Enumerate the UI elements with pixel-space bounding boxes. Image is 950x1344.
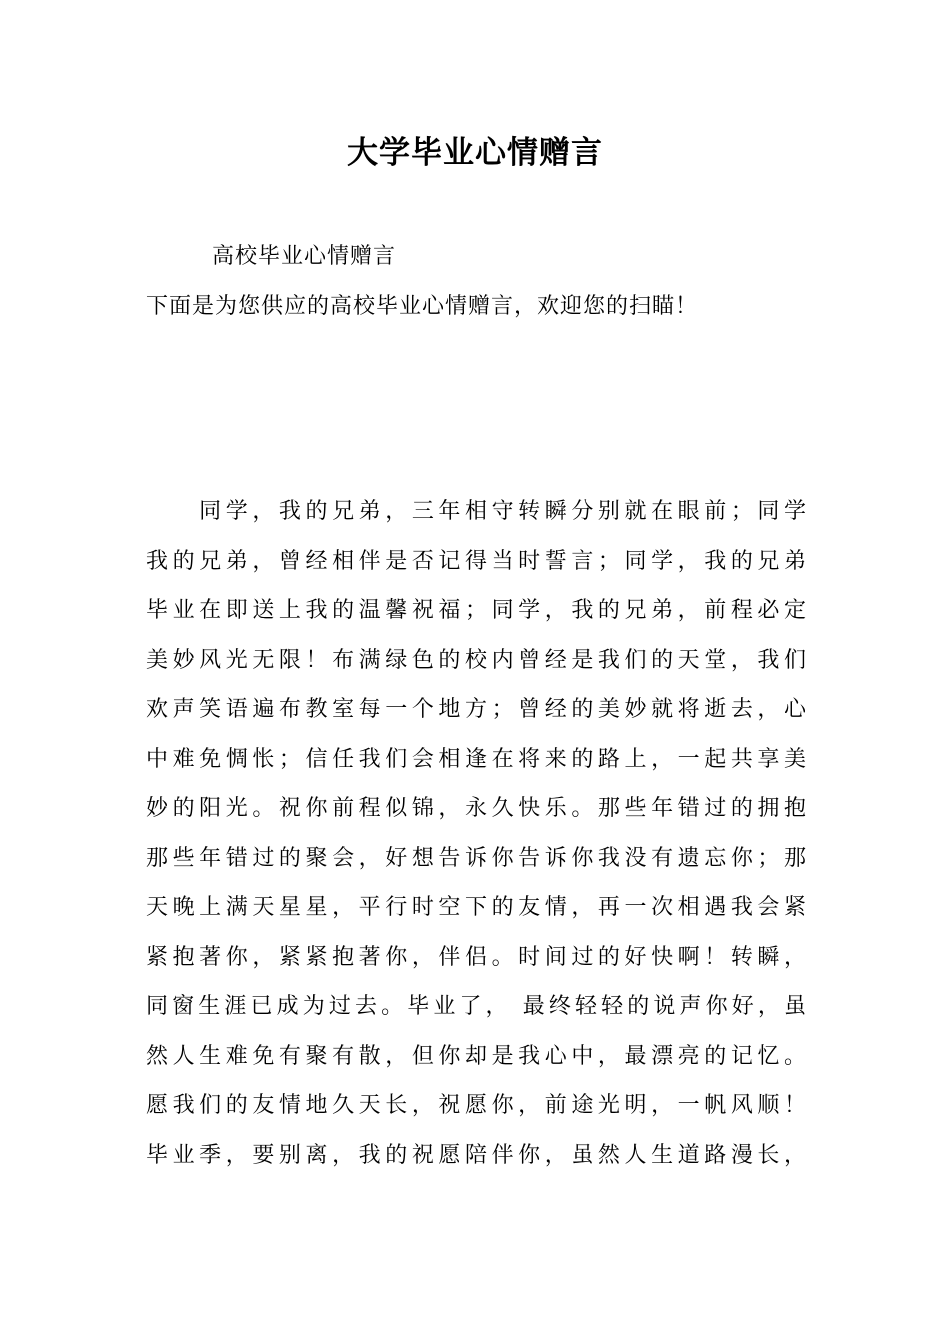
body-line: 中难免惆怅；信任我们会相逢在将来的路上，一起共享美 [146,746,806,772]
body-line: 美妙风光无限！布满绿色的校内曾经是我们的天堂，我们 [146,647,806,673]
body-line: 毕业在即送上我的温馨祝福；同学，我的兄弟，前程必定 [146,598,806,623]
document-title: 大学毕业心情赠言 [347,135,603,171]
body-paragraph [146,487,806,1180]
document-subtitle: 高校毕业心情赠言 [212,244,397,269]
body-line: 愿我们的友情地久天长，祝愿你，前途光明，一帆风顺！ [146,1093,806,1118]
body-line: 紧抱著你，紧紧抱著你，伴侣。时间过的好快啊！转瞬， [146,944,806,970]
body-line: 我的兄弟，曾经相伴是否记得当时誓言；同学，我的兄弟 [146,548,806,574]
body-line: 妙的阳光。祝你前程似锦，永久快乐。那些年错过的拥抱 [146,796,806,821]
body-line: 同学，我的兄弟，三年相守转瞬分别就在眼前；同学 [146,499,806,524]
body-line: 然人生难免有聚有散，但你却是我心中，最漂亮的记忆。 [146,1043,806,1069]
body-line: 天晚上满天星星，平行时空下的友情，再一次相遇我会紧 [146,895,806,920]
intro-paragraph: 下面是为您供应的高校毕业心情赠言，欢迎您的扫瞄！ [146,294,699,319]
body-line: 那些年错过的聚会，好想告诉你告诉你我没有遗忘你；那 [146,845,806,871]
body-line: 毕业季，要别离，我的祝愿陪伴你，虽然人生道路漫长， [146,1142,806,1168]
body-line: 欢声笑语遍布教室每一个地方；曾经的美妙就将逝去，心 [146,697,806,722]
body-line: 同窗生涯已成为过去。毕业了， 最终轻轻的说声你好，虽 [146,994,806,1019]
